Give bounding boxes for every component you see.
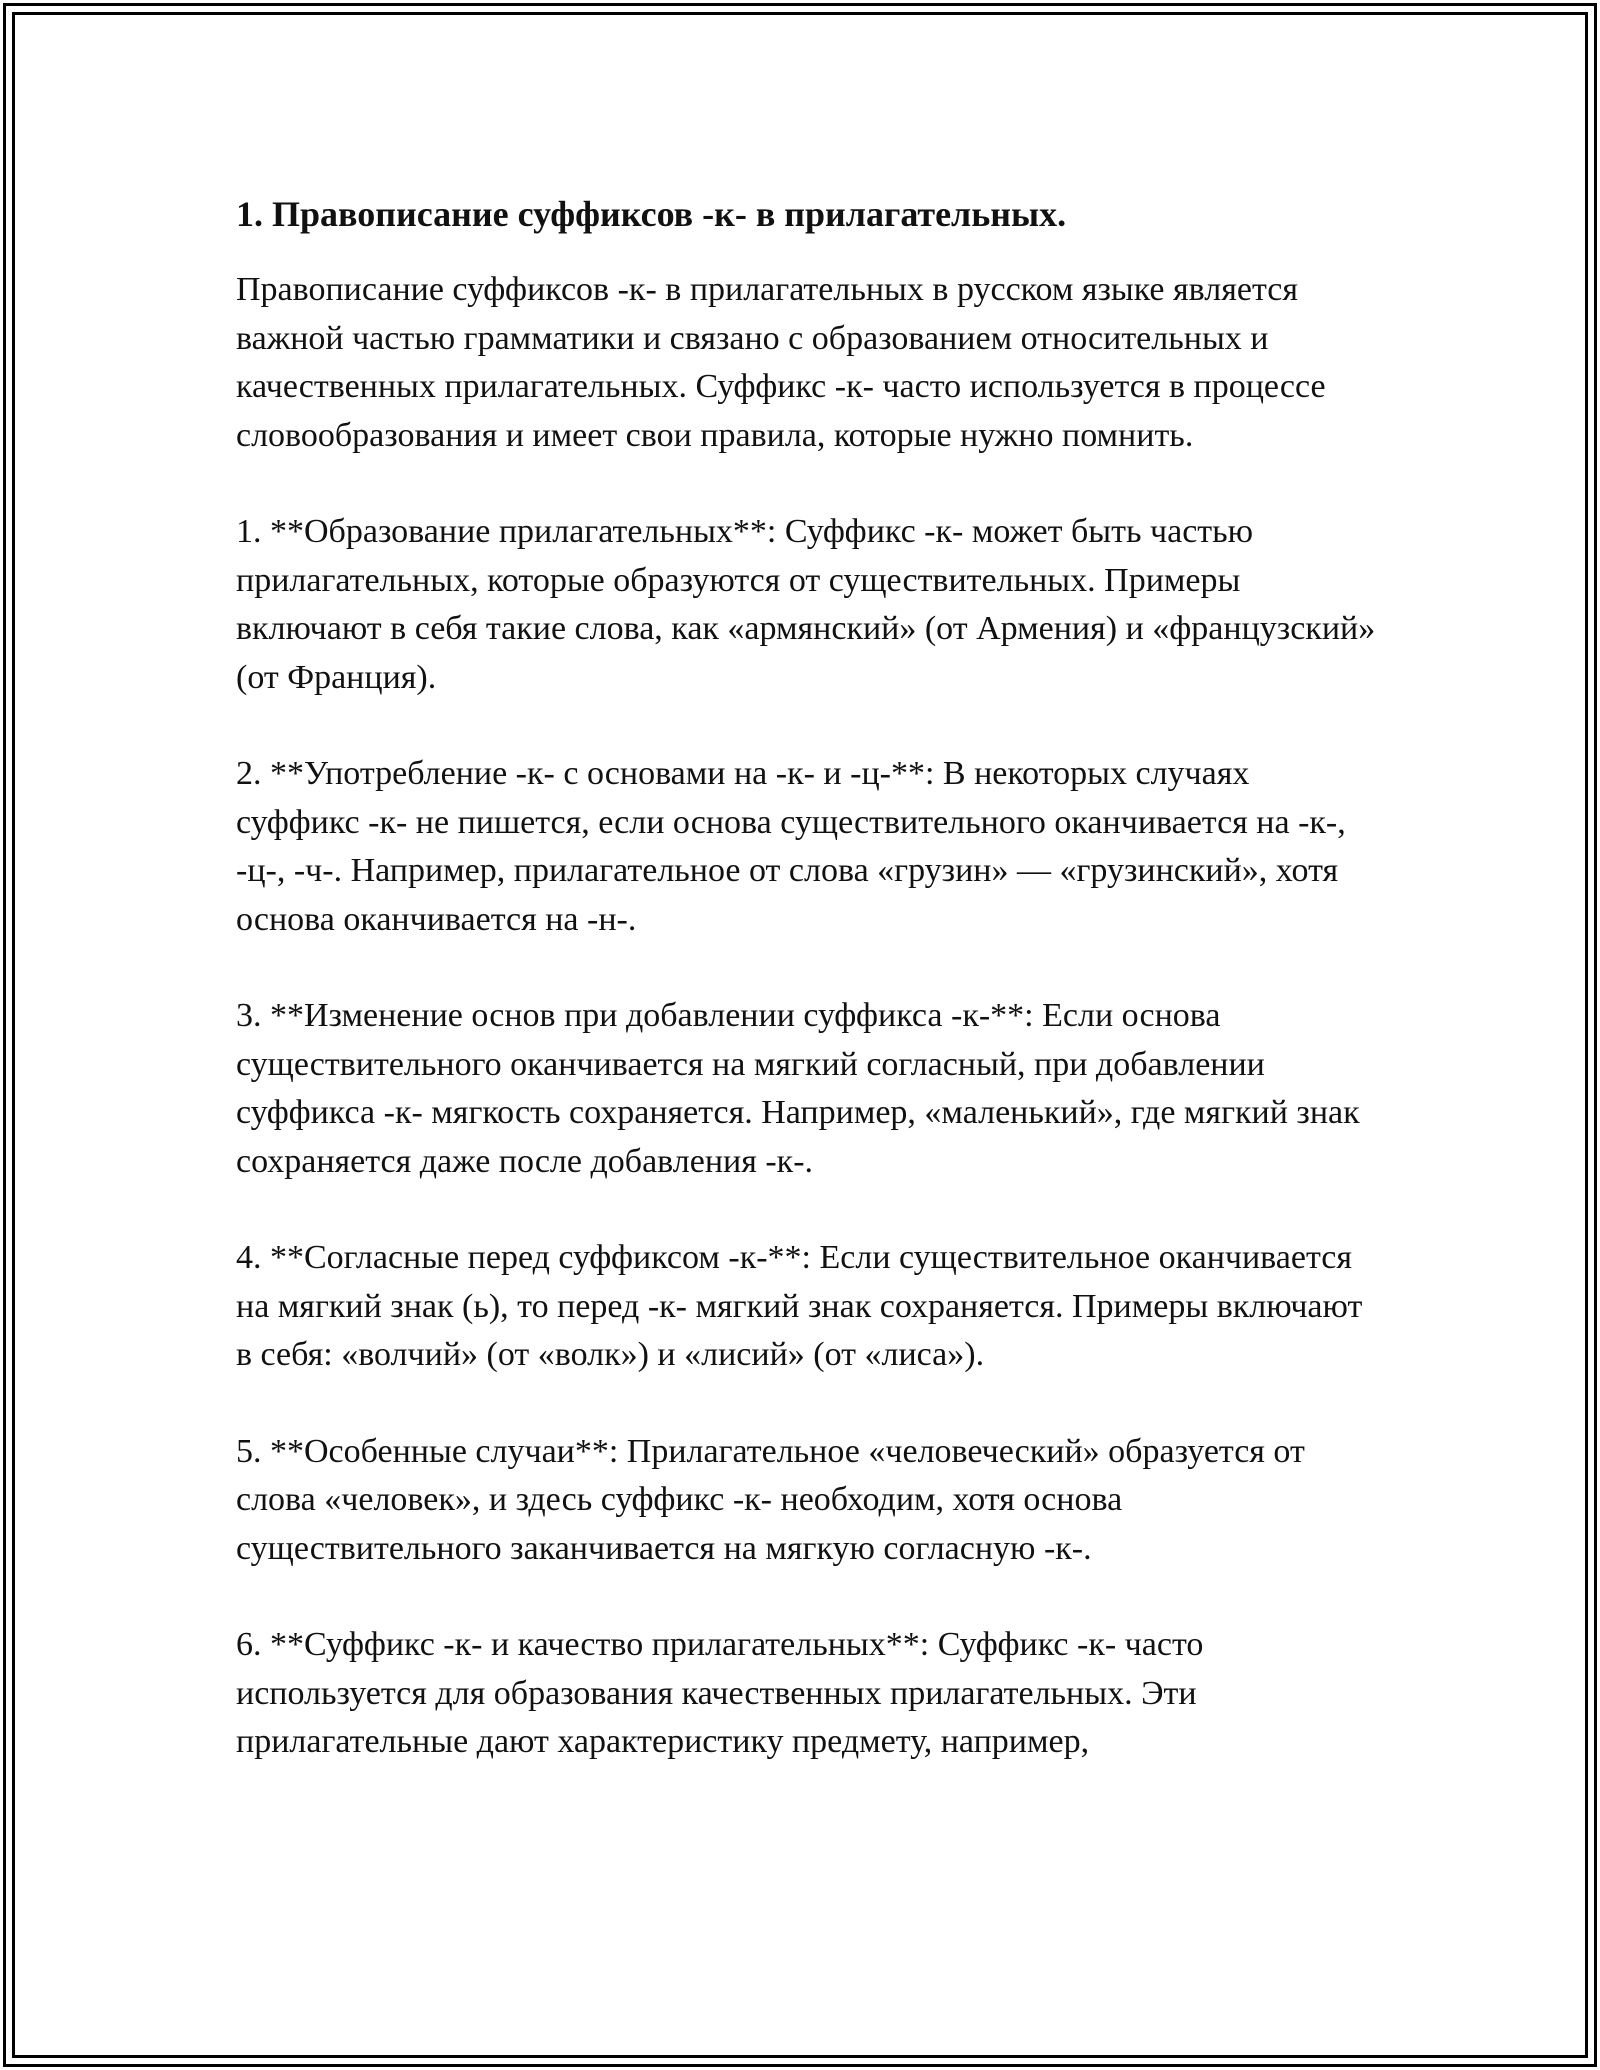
paragraph-rule-3: 3. **Изменение основ при добавлении суффикса -к-**: Если основа существительного оканчивается на мягкий согласный, при добавлении суффикса -к- мягкость сохраняется. Например, «маленький», где мягкий знак сохраняется даже после добавления -к-. xyxy=(236,997,1360,1180)
document-heading: 1. Правописание суффиксов -к- в прилагательных. xyxy=(236,194,1067,234)
paragraph-rule-5: 5. **Особенные случаи**: Прилагательное «человеческий» образуется от слова «человек», и здесь суффикс -к- необходим, хотя основа существительного заканчивается на мягкую согласную -к-. xyxy=(236,1432,1305,1567)
intro-paragraph: Правописание суффиксов -к- в прилагательных в русском языке является важной частью грамматики и связано с образованием относительных и качественных прилагательных. Суффикс -к- часто используется в процессе словообразования и имеет свои правила, которые нужно помнить. xyxy=(236,271,1326,454)
paragraph-rule-1: 1. **Образование прилагательных**: Суффикс -к- может быть частью прилагательных, которые образуются от существительных. Примеры включают в себя такие слова, как «армянский» (от Армения) и «французский» (от Франция). xyxy=(236,513,1376,696)
document-body xyxy=(236,188,1376,1767)
paragraph-rule-2: 2. **Употребление -к- с основами на -к- и -ц-**: В некоторых случаях суффикс -к- не пишется, если основа существительного оканчивается на -к-, -ц-, -ч-. Например, прилагательное от слова «грузин» — «грузинский», хотя основа оканчивается на -н-. xyxy=(236,755,1346,938)
paragraph-rule-4: 4. **Согласные перед суффиксом -к-**: Если существительное оканчивается на мягкий знак (ь), то перед -к- мягкий знак сохраняется. Примеры включают в себя: «волчий» (от «волк») и «лисий» (от «лиса»). xyxy=(236,1239,1363,1373)
paragraph-rule-6: 6. **Суффикс -к- и качество прилагательных**: Суффикс -к- часто используется для образования качественных прилагательных. Эти прилагательные дают характеристику предмету, например, xyxy=(236,1626,1204,1760)
